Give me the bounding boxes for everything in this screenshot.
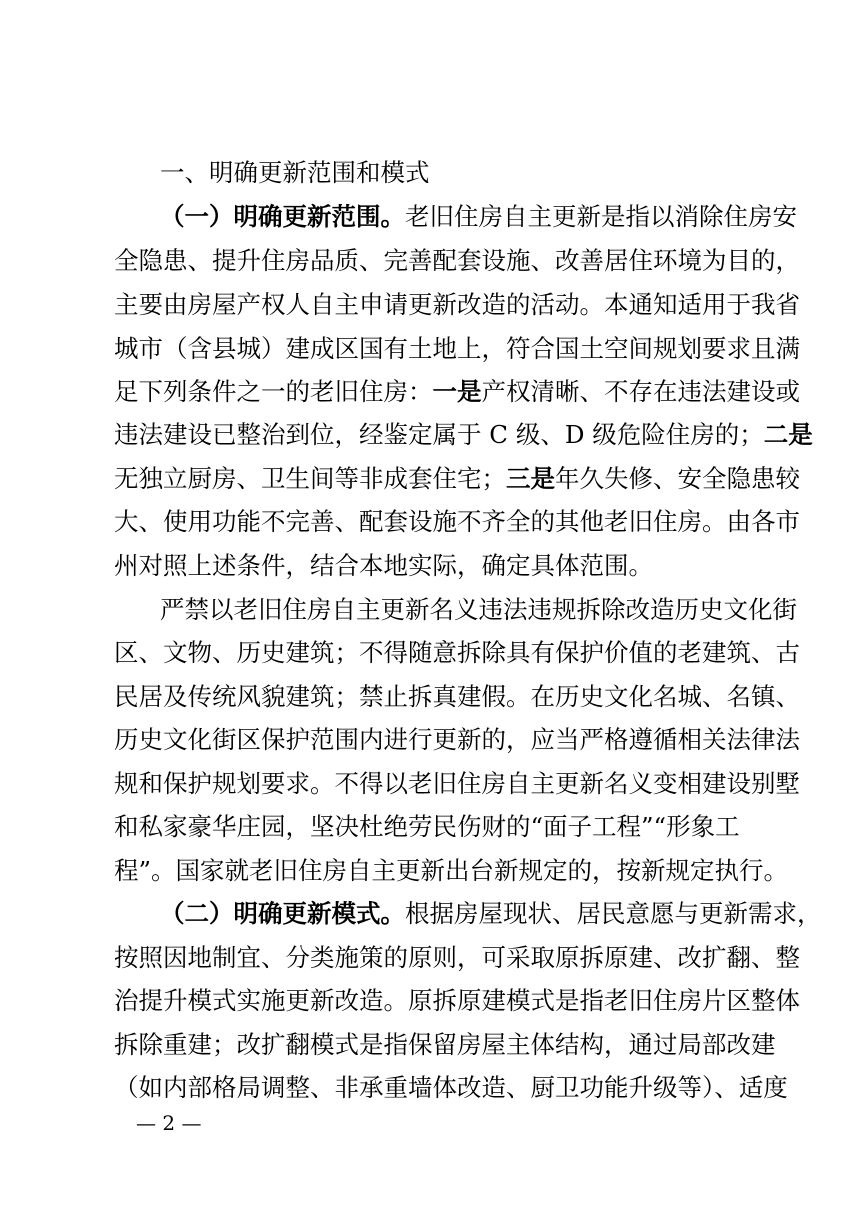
paragraph-line: 大、使用功能不完善、配套设施不齐全的其他老旧住房。由各市: [114, 507, 800, 536]
paragraph-line: 拆除重建；改扩翻模式是指保留房屋主体结构，通过局部改建: [114, 1030, 776, 1059]
paragraph-line: 严禁以老旧住房自主更新名义违法违规拆除改造历史文化街: [160, 595, 797, 624]
paragraph-line: 区、文物、历史建筑；不得随意拆除具有保护价值的老建筑、古: [114, 638, 800, 667]
text-run: 违法建设已整治到位，经鉴定属于 C 级、D 级危险住房的；: [114, 420, 764, 449]
paragraph-line: [114, 420, 813, 450]
paragraph-line: [160, 202, 797, 232]
paragraph-line: 规和保护规划要求。不得以老旧住房自主更新名义变相建设别墅: [114, 769, 800, 798]
paragraph-line: 主要由房屋产权人自主申请更新改造的活动。本通知适用于我省: [114, 290, 800, 319]
emphasis-label: 二是: [763, 420, 813, 449]
emphasis-label: 一是: [432, 377, 482, 406]
text-run: 根据房屋现状、居民意愿与更新需求，: [405, 899, 822, 928]
paragraph-line: 州对照上述条件，结合本地实际，确定具体范围。: [114, 551, 653, 580]
text-run: 产权清晰、不存在违法建设或: [481, 377, 800, 406]
paragraph-line: 程”。国家就老旧住房自主更新出台新规定的，按新规定执行。: [114, 856, 789, 885]
text-run: 足下列条件之一的老旧住房：: [114, 377, 433, 406]
text-run: 老旧住房自主更新是指以消除住房安: [405, 202, 797, 231]
emphasis-label: 三是: [506, 464, 555, 493]
page-number: — 2 —: [136, 1111, 202, 1135]
paragraph-line: [114, 377, 800, 407]
text-run: 年久失修、安全隐患较: [555, 464, 800, 493]
text-run: 无独立厨房、卫生间等非成套住宅；: [114, 464, 506, 493]
section-heading: 一、明确更新范围和模式: [160, 158, 430, 187]
paragraph-line: [160, 899, 822, 929]
paragraph-line: 历史文化街区保护范围内进行更新的，应当严格遵循相关法律法: [114, 725, 800, 754]
paragraph-line: 治提升模式实施更新改造。原拆原建模式是指老旧住房片区整体: [114, 986, 800, 1015]
subsection-title: （二）明确更新模式。: [160, 899, 405, 928]
paragraph-line: 按照因地制宜、分类施策的原则，可采取原拆原建、改扩翻、整: [114, 943, 800, 972]
paragraph-line: 和私家豪华庄园，坚决杜绝劳民伤财的“面子工程”“形象工: [114, 812, 740, 841]
paragraph-line: 全隐患、提升住房品质、完善配套设施、改善居住环境为目的，: [114, 246, 800, 275]
paragraph-line: （如内部格局调整、非承重墙体改造、厨卫功能升级等）、适度: [114, 1073, 788, 1102]
subsection-title: （一）明确更新范围。: [160, 202, 405, 231]
paragraph-line: 民居及传统风貌建筑；禁止拆真建假。在历史文化名城、名镇、: [114, 682, 800, 711]
paragraph-line: 城市（含县城）建成区国有土地上，符合国土空间规划要求且满: [114, 334, 800, 363]
paragraph-line: [114, 464, 800, 494]
